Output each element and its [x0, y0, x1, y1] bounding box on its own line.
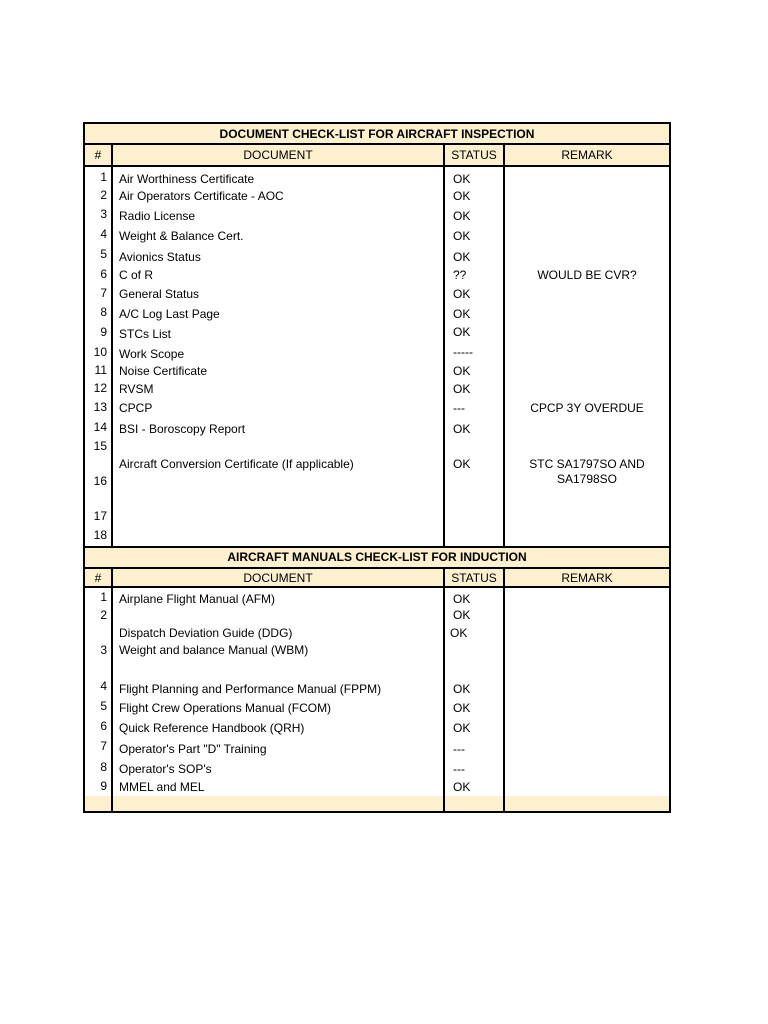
row-num: 9 — [100, 325, 107, 339]
row-document: A/C Log Last Page — [119, 307, 220, 321]
row-status: OK — [453, 209, 471, 223]
row-num: 14 — [93, 420, 107, 434]
row-status: OK — [453, 250, 471, 264]
row-status: OK — [453, 364, 471, 378]
row-num: 16 — [93, 474, 107, 488]
header-document: DOCUMENT — [243, 571, 313, 585]
row-num: 5 — [100, 699, 107, 713]
row-status: OK — [453, 287, 471, 301]
row-document: Air Worthiness Certificate — [119, 172, 255, 186]
row-num: 17 — [93, 509, 107, 523]
row-remark: WOULD BE CVR? — [537, 268, 637, 282]
section1-header-row — [85, 145, 669, 165]
row-status: OK — [453, 701, 471, 715]
row-status: ----- — [453, 345, 473, 359]
row-num: 1 — [100, 590, 107, 604]
row-document: CPCP — [119, 401, 153, 415]
row-num: 7 — [100, 739, 107, 753]
row-num: 15 — [93, 439, 107, 453]
row-num: 8 — [100, 760, 107, 774]
row-num: 7 — [100, 286, 107, 300]
row-num: 12 — [93, 381, 107, 395]
empty-shaded-row — [85, 796, 669, 811]
row-num: 6 — [100, 719, 107, 733]
header-status: STATUS — [451, 571, 497, 585]
row-num: 8 — [100, 305, 107, 319]
header-document: DOCUMENT — [243, 148, 313, 162]
row-num: 2 — [100, 608, 107, 622]
row-document: Avionics Status — [119, 250, 201, 264]
row-document: Radio License — [119, 209, 196, 223]
row-document: General Status — [119, 287, 200, 301]
row-document: Flight Crew Operations Manual (FCOM) — [119, 701, 332, 715]
row-status: ?? — [453, 268, 467, 282]
header-num: # — [94, 571, 102, 585]
row-document: BSI - Boroscopy Report — [119, 422, 246, 436]
row-num: 5 — [100, 247, 107, 261]
row-status: OK — [453, 422, 471, 436]
row-document: Airplane Flight Manual (AFM) — [119, 592, 276, 606]
row-document: C of R — [119, 268, 154, 282]
row-num: 13 — [93, 400, 107, 414]
row-document: Quick Reference Handbook (QRH) — [119, 721, 305, 735]
row-status: OK — [453, 721, 471, 735]
section1-title: DOCUMENT CHECK-LIST FOR AIRCRAFT INSPECTION — [85, 124, 669, 144]
row-document: Flight Planning and Performance Manual (FPPM) — [119, 682, 382, 696]
row-status: OK — [453, 229, 471, 243]
divider — [85, 165, 669, 167]
row-num: 3 — [100, 207, 107, 221]
row-document: STCs List — [119, 327, 172, 341]
row-num: 4 — [100, 679, 107, 693]
row-num: 11 — [94, 363, 107, 377]
row-status: OK — [453, 457, 471, 471]
row-status: OK — [453, 172, 471, 186]
row-status: --- — [453, 762, 465, 776]
row-remark: CPCP 3Y OVERDUE — [530, 401, 644, 415]
row-status: OK — [453, 608, 471, 622]
checklist-sheet — [83, 122, 671, 813]
row-status: --- — [453, 742, 465, 756]
column-divider — [503, 569, 505, 811]
header-status: STATUS — [451, 148, 497, 162]
row-document: Work Scope — [119, 347, 185, 361]
row-status: OK — [453, 382, 471, 396]
row-num: 9 — [100, 779, 107, 793]
row-status: --- — [453, 401, 465, 415]
row-document: Operator's Part "D" Training — [119, 742, 267, 756]
row-document: Weight & Balance Cert. — [119, 229, 244, 243]
row-status: OK — [453, 325, 471, 339]
row-document: Dispatch Deviation Guide (DDG) — [119, 626, 293, 640]
row-num: 1 — [100, 170, 107, 184]
column-divider — [443, 145, 445, 546]
row-num: 6 — [100, 267, 107, 281]
row-document: RVSM — [119, 382, 154, 396]
column-divider — [111, 145, 113, 546]
section2-header-row — [85, 569, 669, 587]
header-remark: REMARK — [561, 148, 613, 162]
row-status: OK — [453, 189, 471, 203]
row-num: 10 — [93, 345, 107, 359]
row-num: 18 — [93, 528, 107, 542]
row-document: Weight and balance Manual (WBM) — [119, 643, 309, 657]
row-document: Noise Certificate — [119, 364, 208, 378]
section2-title: AIRCRAFT MANUALS CHECK-LIST FOR INDUCTION — [85, 548, 669, 567]
divider — [85, 586, 669, 588]
row-document: Operator's SOP's — [119, 762, 212, 776]
row-status: OK — [453, 780, 471, 794]
row-status: OK — [453, 682, 471, 696]
row-remark: STC SA1797SO AND SA1798SO — [529, 457, 645, 486]
row-document: Aircraft Conversion Certificate (If applicable) — [119, 457, 354, 471]
row-status: OK — [453, 592, 471, 606]
header-remark: REMARK — [561, 571, 613, 585]
row-num: 3 — [100, 643, 107, 657]
row-document: Air Operators Certificate - AOC — [119, 189, 284, 203]
row-num: 4 — [100, 227, 107, 241]
header-num: # — [94, 148, 102, 162]
row-num: 2 — [100, 188, 107, 202]
column-divider — [503, 145, 505, 546]
row-status: OK — [453, 307, 471, 321]
row-status: OK — [450, 626, 468, 640]
column-divider — [443, 569, 445, 811]
row-document: MMEL and MEL — [119, 780, 205, 794]
column-divider — [111, 569, 113, 811]
